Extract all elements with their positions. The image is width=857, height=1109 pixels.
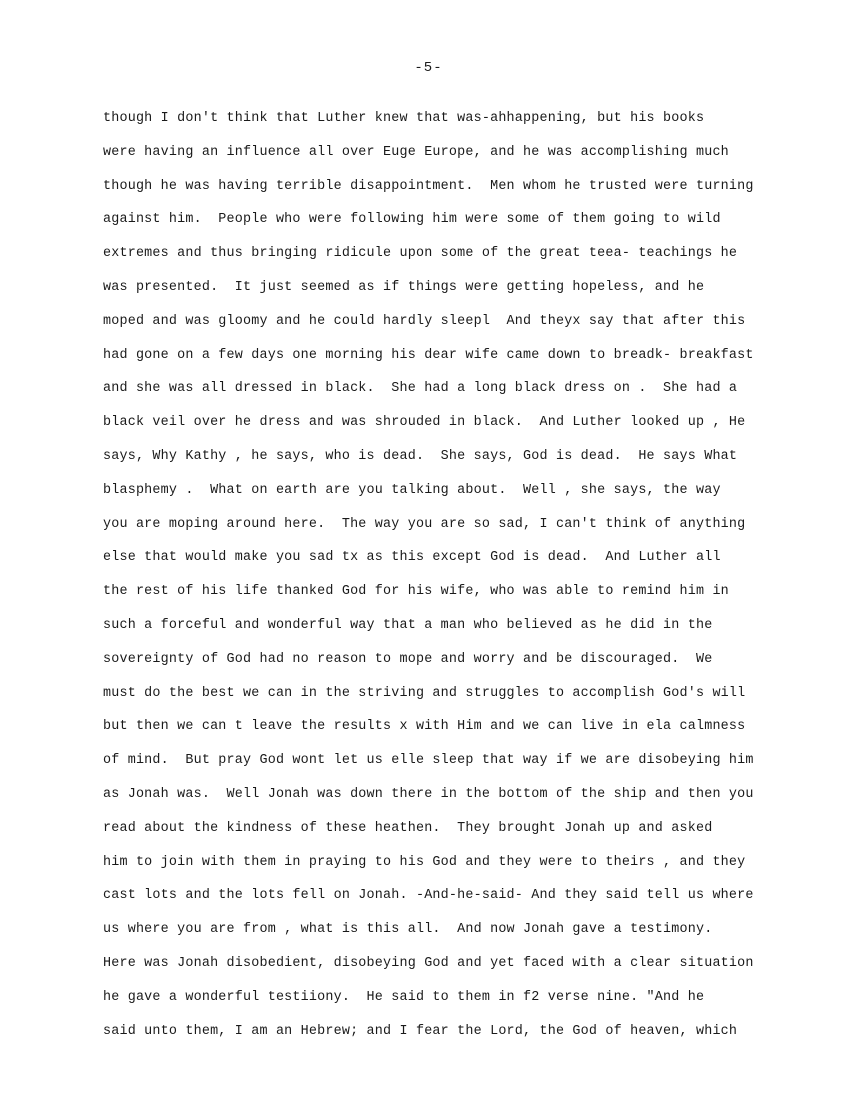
text-line: blasphemy . What on earth are you talking about. Well , she says, the way	[103, 482, 721, 498]
text-line: had gone on a few days one morning his dear wife came down to breadk- breakfast	[103, 347, 754, 363]
text-line: though I don't think that Luther knew that was-ahhappening, but his books	[103, 111, 705, 126]
text-line: must do the best we can in the striving and struggles to accomplish God's will	[103, 685, 746, 701]
text-line: was presented. It just seemed as if things were getting hopeless, and he	[103, 279, 705, 295]
text-line: him to join with them in praying to his God and they were to theirs , and they	[103, 854, 746, 870]
text-line: the rest of his life thanked God for his wife, who was able to remind him in	[103, 584, 729, 600]
text-line: sovereignty of God had no reason to mope and worry and be discouraged. We	[103, 651, 713, 667]
text-line: as Jonah was. Well Jonah was down there in the bottom of the ship and then you	[103, 786, 754, 802]
text-line: us where you are from , what is this all. And now Jonah gave a testimony.	[103, 922, 713, 938]
text-line: cast lots and the lots fell on Jonah. -And-he-said- And they said tell us where	[103, 888, 754, 904]
text-line: though he was having terrible disappointment. Men whom he trusted were turning	[103, 178, 754, 194]
text-line: such a forceful and wonderful way that a man who believed as he did in the	[103, 617, 713, 633]
text-line: he gave a wonderful testiiony. He said to them in f2 verse nine. "And he	[103, 989, 705, 1005]
text-line: else that would make you sad tx as this except God is dead. And Luther all	[103, 550, 721, 566]
text-line: says, Why Kathy , he says, who is dead. She says, God is dead. He says What	[103, 448, 738, 464]
text-line: black veil over he dress and was shrouded in black. And Luther looked up , He	[103, 415, 746, 431]
text-line: and she was all dressed in black. She had a long black dress on . She had a	[103, 381, 738, 397]
text-line: Here was Jonah disobedient, disobeying God and yet faced with a clear situation	[103, 955, 754, 971]
text-line: moped and was gloomy and he could hardly sleepl And theyx say that after this	[103, 313, 746, 329]
body-text	[103, 108, 783, 1054]
text-line: of mind. But pray God wont let us elle sleep that way if we are disobeying him	[103, 753, 754, 769]
text-line: read about the kindness of these heathen. They brought Jonah up and asked	[103, 820, 713, 836]
text-line: said unto them, I am an Hebrew; and I fear the Lord, the God of heaven, which	[103, 1023, 738, 1039]
text-line: extremes and thus bringing ridicule upon some of the great teea- teachings he	[103, 246, 738, 262]
text-line: you are moping around here. The way you are so sad, I can't think of anything	[103, 516, 746, 532]
text-line: against him. People who were following him were some of them going to wild	[103, 212, 721, 228]
text-line: were having an influence all over Euge Europe, and he was accomplishing much	[103, 144, 729, 160]
text-line: but then we can t leave the results x with Him and we can live in ela calmness	[103, 719, 746, 735]
page-number: -5-	[414, 60, 443, 76]
